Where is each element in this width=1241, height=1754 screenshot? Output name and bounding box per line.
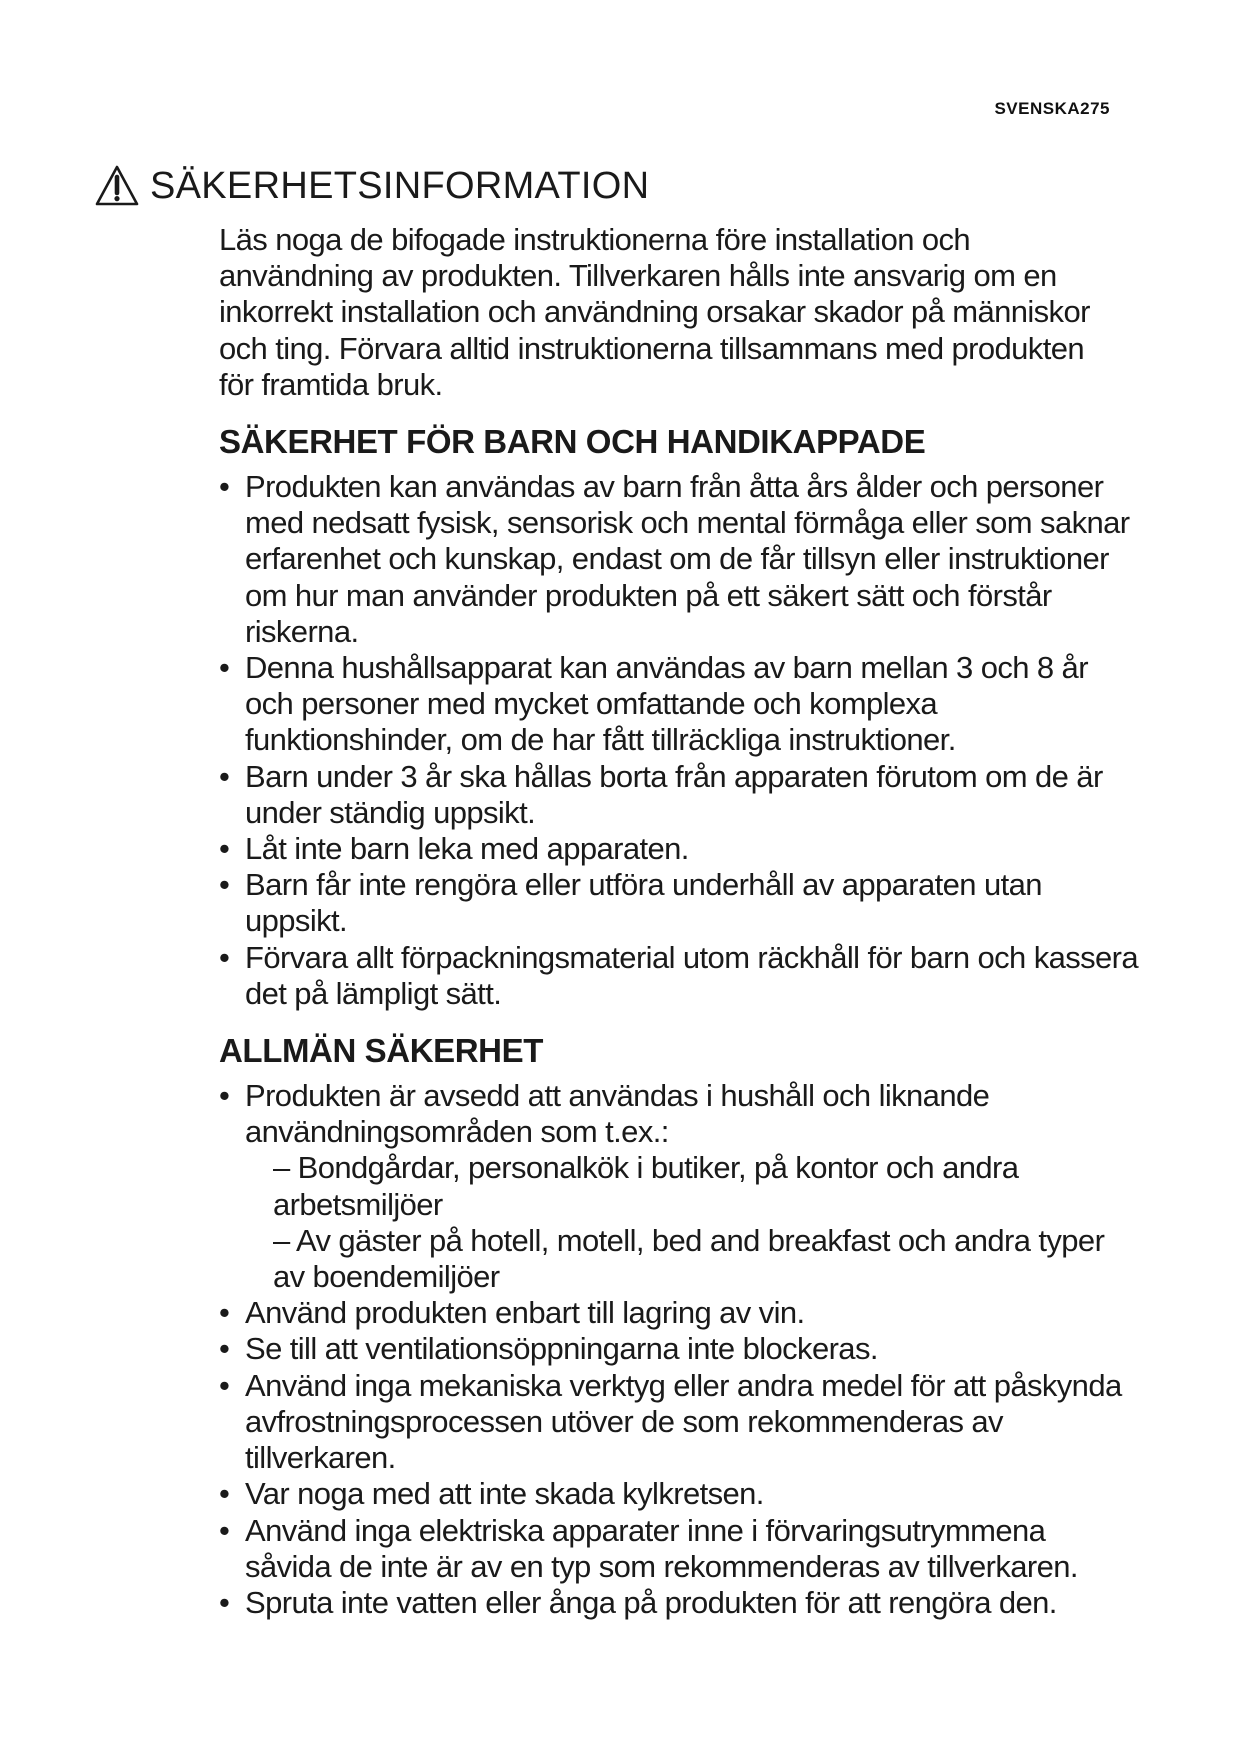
list-item-text: Produkten är avsedd att användas i hushåll och liknande användningsområden som t.ex.: [245,1078,990,1150]
general-safety-heading: ALLMÄN SÄKERHET [219,1032,543,1070]
list-item [219,1078,1139,1295]
list-item [219,1476,1139,1512]
sub-list-item: – Av gäster på hotell, motell, bed and breakfast och andra typer av boendemiljöer [273,1222,1105,1295]
list-item [219,759,1139,831]
list-item-text: Förvara allt förpackningsmaterial utom räckhåll för barn och kassera det på lämpligt sätt. [245,939,1139,1011]
list-item [219,940,1139,1012]
list-item [219,1585,1139,1621]
bullet-icon: • [219,1367,230,1403]
intro-paragraph: Läs noga de bifogade instruktionerna före installation och användning av produkten. Tillverkaren hålls inte ansvarig om en inkorrekt installation och användning orsakar skador på människor och ting. Förvara alltid instruktionerna tillsammans med produkten för framtida bruk. [219,222,1090,402]
bullet-icon: • [219,1331,230,1367]
list-item-text: Använd produkten enbart till lagring av vin. [245,1295,805,1331]
list-item [219,469,1139,650]
bullet-icon: • [219,1295,230,1331]
list-item [219,867,1139,939]
bullet-icon: • [219,758,230,794]
bullet-icon: • [219,469,230,505]
list-item [219,1513,1139,1585]
bullet-icon: • [219,831,230,867]
children-safety-list [219,469,1139,1012]
bullet-icon: • [219,650,230,686]
bullet-icon: • [219,1078,230,1114]
sub-list-item: – Bondgårdar, personalkök i butiker, på kontor och andra arbetsmiljöer [273,1150,1019,1222]
list-item [219,831,1139,867]
list-item-text: Låt inte barn leka med apparaten. [245,831,689,867]
list-item-text: Använd inga mekaniska verktyg eller andra medel för att påskynda avfrostningsprocessen utöver de som rekommenderas av tillverkaren. [245,1367,1122,1476]
bullet-icon: • [219,867,230,903]
list-item-text: Se till att ventilationsöppningarna inte blockeras. [245,1331,878,1367]
list-item-text: Produkten kan användas av barn från åtta års ålder och personer med nedsatt fysisk, sensorisk och mental förmåga eller som saknar erfarenhet och kunskap, endast om de får tillsyn eller instruktioner om hur man använder produkten på ett säkert sätt och förstår riskerna. [245,469,1130,649]
list-item [219,650,1139,759]
safety-content [219,222,1139,1621]
bullet-icon: • [219,1584,230,1620]
list-item-text: Var noga med att inte skada kylkretsen. [245,1476,764,1512]
list-item-text: Denna hushållsapparat kan användas av barn mellan 3 och 8 år och personer med mycket omfattande och komplexa funktionshinder, om de har fått tillräckliga instruktioner. [245,650,1088,758]
sub-list [245,1150,1139,1295]
warning-triangle-icon [94,164,140,208]
bullet-icon: • [219,1512,230,1548]
page-header-label: SVENSKA275 [994,99,1110,118]
general-safety-list [219,1078,1139,1621]
bullet-icon: • [219,939,230,975]
list-item-text: Använd inga elektriska apparater inne i förvaringsutrymmena såvida de inte är av en typ som rekommenderas av tillverkaren. [245,1512,1078,1584]
bullet-icon: • [219,1476,230,1512]
page-title: SÄKERHETSINFORMATION [150,165,650,207]
list-item [219,1295,1139,1331]
list-item [219,1331,1139,1367]
list-item [219,1368,1139,1477]
children-safety-heading: SÄKERHET FÖR BARN OCH HANDIKAPPADE [219,423,926,461]
list-item-text: Barn får inte rengöra eller utföra underhåll av apparaten utan uppsikt. [245,867,1042,939]
section-title-row [94,164,649,208]
list-item-text: Barn under 3 år ska hållas borta från apparaten förutom om de är under ständig uppsikt. [245,758,1103,830]
list-item-text: Spruta inte vatten eller ånga på produkten för att rengöra den. [245,1584,1057,1620]
